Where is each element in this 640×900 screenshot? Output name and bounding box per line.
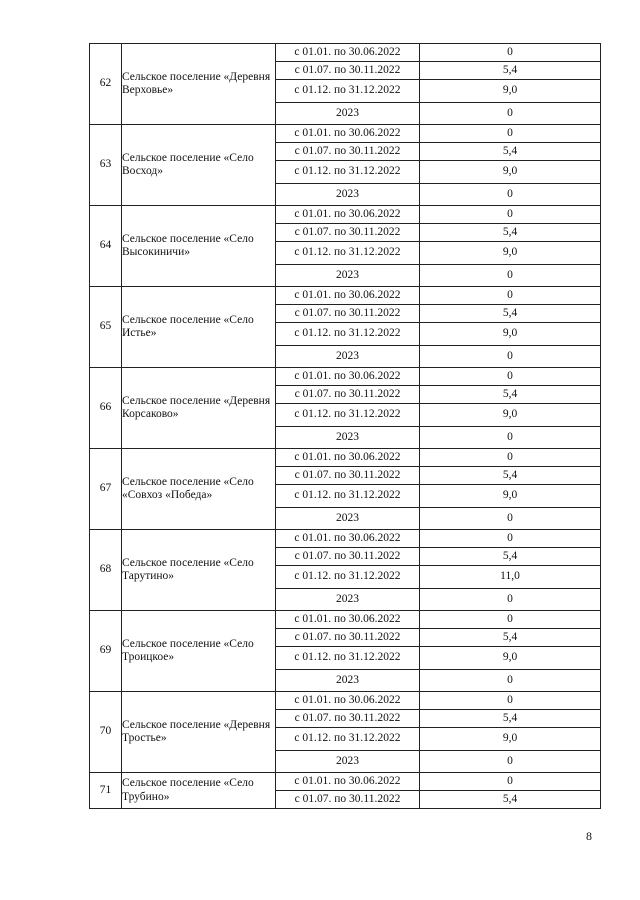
row-number: 70	[90, 692, 122, 773]
row-number: 69	[90, 611, 122, 692]
settlement-name: Сельское поселение «Село Восход»	[122, 125, 276, 206]
table-row	[90, 449, 601, 467]
tariff-value: 0	[420, 184, 601, 206]
settlement-name: Сельское поселение «Село Высокиничи»	[122, 206, 276, 287]
tariff-value: 0	[420, 427, 601, 449]
period-year: 2023	[276, 589, 420, 611]
tariff-value: 11,0	[420, 566, 601, 589]
period-range: с 01.01. по 30.06.2022	[276, 692, 420, 710]
period-range: с 01.12. по 31.12.2022	[276, 323, 420, 346]
period-range: с 01.12. по 31.12.2022	[276, 566, 420, 589]
period-year: 2023	[276, 184, 420, 206]
period-range: с 01.07. по 30.11.2022	[276, 548, 420, 566]
settlement-name: Сельское поселение «Деревня Верховье»	[122, 44, 276, 125]
tariff-value: 9,0	[420, 647, 601, 670]
settlement-name: Сельское поселение «Село «Совхоз «Победа»	[122, 449, 276, 530]
tariff-value: 0	[420, 611, 601, 629]
table-row	[90, 773, 601, 791]
period-range: с 01.07. по 30.11.2022	[276, 62, 420, 80]
tariff-value: 0	[420, 368, 601, 386]
period-year: 2023	[276, 508, 420, 530]
period-range: с 01.01. по 30.06.2022	[276, 125, 420, 143]
tariff-table	[89, 43, 601, 809]
tariff-value: 0	[420, 751, 601, 773]
tariff-value: 0	[420, 206, 601, 224]
period-year: 2023	[276, 265, 420, 287]
period-range: с 01.12. по 31.12.2022	[276, 404, 420, 427]
table-row	[90, 206, 601, 224]
tariff-value: 5,4	[420, 710, 601, 728]
period-range: с 01.07. по 30.11.2022	[276, 710, 420, 728]
period-year: 2023	[276, 346, 420, 368]
period-range: с 01.12. по 31.12.2022	[276, 161, 420, 184]
row-number: 66	[90, 368, 122, 449]
settlement-name: Сельское поселение «Село Истье»	[122, 287, 276, 368]
tariff-value: 5,4	[420, 305, 601, 323]
tariff-value: 5,4	[420, 548, 601, 566]
tariff-value: 9,0	[420, 323, 601, 346]
table-row	[90, 368, 601, 386]
period-range: с 01.07. по 30.11.2022	[276, 224, 420, 242]
period-range: с 01.12. по 31.12.2022	[276, 728, 420, 751]
tariff-value: 9,0	[420, 161, 601, 184]
tariff-value: 9,0	[420, 80, 601, 103]
table-row	[90, 44, 601, 62]
period-range: с 01.07. по 30.11.2022	[276, 629, 420, 647]
settlement-name: Сельское поселение «Село Трубино»	[122, 773, 276, 809]
period-range: с 01.01. по 30.06.2022	[276, 206, 420, 224]
tariff-value: 0	[420, 508, 601, 530]
period-year: 2023	[276, 103, 420, 125]
period-year: 2023	[276, 751, 420, 773]
tariff-value: 5,4	[420, 62, 601, 80]
row-number: 71	[90, 773, 122, 809]
table-row	[90, 530, 601, 548]
tariff-value: 9,0	[420, 242, 601, 265]
period-range: с 01.12. по 31.12.2022	[276, 647, 420, 670]
tariff-value: 9,0	[420, 728, 601, 751]
tariff-value: 9,0	[420, 485, 601, 508]
row-number: 64	[90, 206, 122, 287]
settlement-name: Сельское поселение «Деревня Тростье»	[122, 692, 276, 773]
period-range: с 01.07. по 30.11.2022	[276, 305, 420, 323]
table-row	[90, 692, 601, 710]
settlement-name: Сельское поселение «Село Тарутино»	[122, 530, 276, 611]
tariff-value: 5,4	[420, 629, 601, 647]
table-row	[90, 611, 601, 629]
period-year: 2023	[276, 670, 420, 692]
tariff-value: 0	[420, 125, 601, 143]
period-range: с 01.12. по 31.12.2022	[276, 485, 420, 508]
tariff-value: 0	[420, 670, 601, 692]
period-range: с 01.01. по 30.06.2022	[276, 611, 420, 629]
settlement-name: Сельское поселение «Деревня Корсаково»	[122, 368, 276, 449]
period-range: с 01.07. по 30.11.2022	[276, 386, 420, 404]
tariff-value: 0	[420, 692, 601, 710]
period-range: с 01.01. по 30.06.2022	[276, 44, 420, 62]
tariff-value: 5,4	[420, 386, 601, 404]
row-number: 67	[90, 449, 122, 530]
row-number: 68	[90, 530, 122, 611]
tariff-value: 0	[420, 589, 601, 611]
tariff-value: 0	[420, 449, 601, 467]
period-range: с 01.01. по 30.06.2022	[276, 530, 420, 548]
table-row	[90, 125, 601, 143]
page-number: 8	[586, 829, 592, 843]
tariff-value: 0	[420, 346, 601, 368]
tariff-value: 0	[420, 530, 601, 548]
row-number: 65	[90, 287, 122, 368]
period-year: 2023	[276, 427, 420, 449]
settlement-name: Сельское поселение «Село Троицкое»	[122, 611, 276, 692]
period-range: с 01.07. по 30.11.2022	[276, 467, 420, 485]
tariff-value: 0	[420, 265, 601, 287]
period-range: с 01.01. по 30.06.2022	[276, 449, 420, 467]
tariff-value: 5,4	[420, 143, 601, 161]
period-range: с 01.01. по 30.06.2022	[276, 287, 420, 305]
tariff-value: 0	[420, 44, 601, 62]
period-range: с 01.01. по 30.06.2022	[276, 773, 420, 791]
tariff-value: 0	[420, 773, 601, 791]
row-number: 62	[90, 44, 122, 125]
period-range: с 01.07. по 30.11.2022	[276, 143, 420, 161]
tariff-value: 5,4	[420, 791, 601, 809]
tariff-table-body	[90, 44, 601, 809]
tariff-value: 0	[420, 103, 601, 125]
tariff-value: 5,4	[420, 224, 601, 242]
period-range: с 01.01. по 30.06.2022	[276, 368, 420, 386]
period-range: с 01.07. по 30.11.2022	[276, 791, 420, 809]
table-row	[90, 287, 601, 305]
tariff-value: 9,0	[420, 404, 601, 427]
row-number: 63	[90, 125, 122, 206]
period-range: с 01.12. по 31.12.2022	[276, 80, 420, 103]
period-range: с 01.12. по 31.12.2022	[276, 242, 420, 265]
tariff-value: 0	[420, 287, 601, 305]
tariff-value: 5,4	[420, 467, 601, 485]
